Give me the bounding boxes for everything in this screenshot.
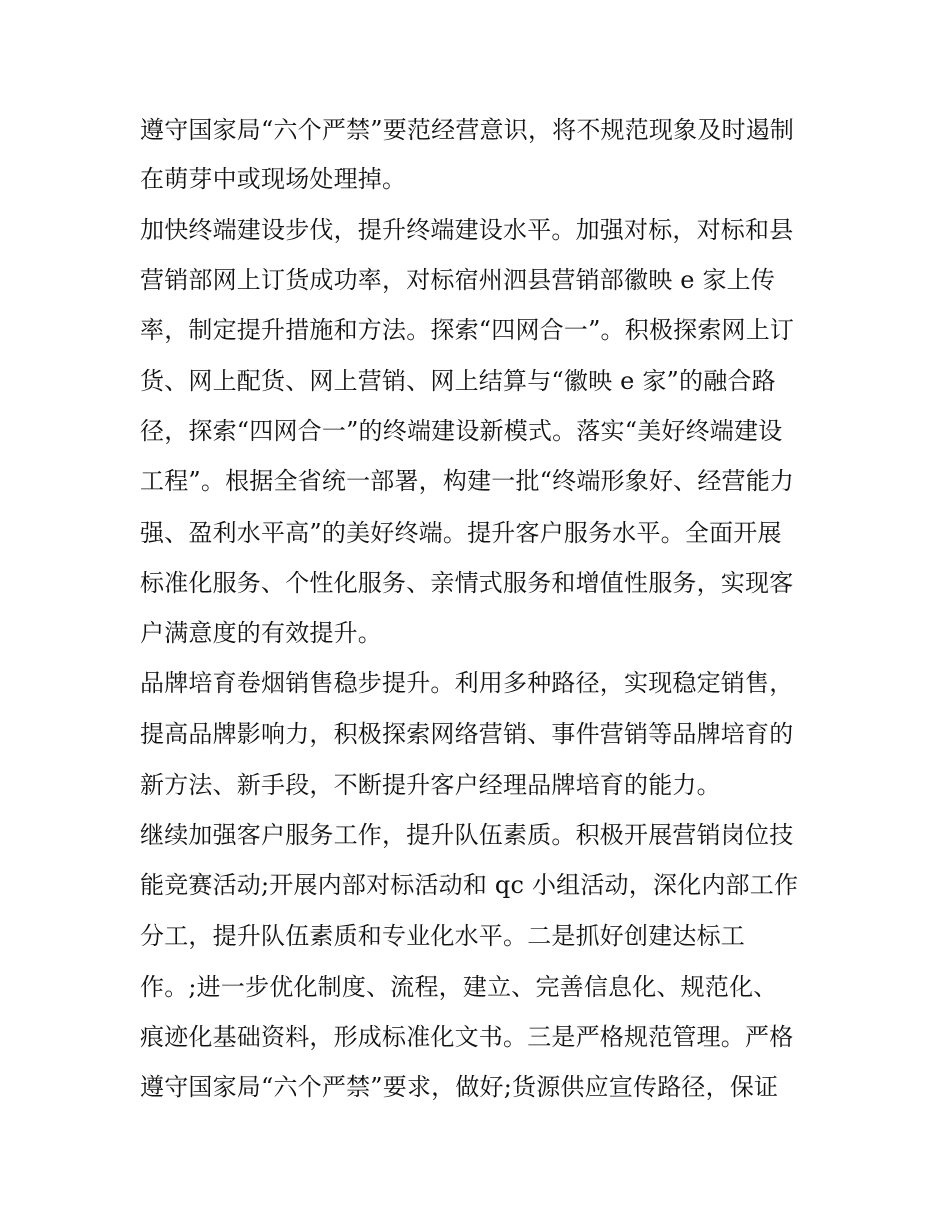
text-line: 强、盈利水平高”的美好终端。提升客户服务水平。全面开展 — [140, 519, 782, 547]
text-line: 分工，提升队伍素质和专业化水平。二是抓好创建达标工 — [140, 922, 745, 950]
text-line: 径，探索“四网合一”的终端建设新模式。落实“美好终端建设 — [140, 417, 783, 445]
text-line: 新方法、新手段，不断提升客户经理品牌培育的能力。 — [140, 771, 721, 799]
text-line: 户满意度的有效提升。 — [140, 619, 382, 647]
text-line: 提高品牌影响力，积极探索网络营销、事件营销等品牌培育的 — [140, 720, 794, 748]
text-line: 营销部网上订货成功率，对标宿州泗县营销部徽映 e 家上传 — [140, 266, 776, 294]
text-line: 在萌芽中或现场处理掉。 — [140, 165, 407, 193]
text-line: 能竞赛活动;开展内部对标活动和 qc 小组活动，深化内部工作 — [140, 871, 799, 899]
text-line: 遵守国家局“六个严禁”要求，做好;货源供应宣传路径，保证 — [140, 1073, 779, 1101]
text-line: 遵守国家局“六个严禁”要范经营意识，将不规范现象及时遏制 — [140, 116, 795, 144]
text-line: 标准化服务、个性化服务、亲情式服务和增值性服务，实现客 — [140, 569, 794, 597]
text-line: 痕迹化基础资料，形成标准化文书。三是严格规范管理。严格 — [140, 1023, 794, 1051]
text-line: 货、网上配货、网上营销、网上结算与“徽映 e 家”的融合路 — [140, 367, 776, 395]
text-line: 率，制定提升措施和方法。探索“四网合一”。积极探索网上订 — [140, 316, 795, 344]
text-line: 作。;进一步优化制度、流程，建立、完善信息化、规范化、 — [140, 973, 778, 1001]
text-line: 继续加强客户服务工作，提升队伍素质。积极开展营销岗位技 — [140, 821, 794, 849]
text-line: 加快终端建设步伐，提升终端建设水平。加强对标，对标和县 — [140, 216, 794, 244]
text-line: 品牌培育卷烟销售稳步提升。利用多种路径，实现稳定销售， — [140, 669, 794, 697]
text-line: 工程”。根据全省统一部署，构建一批“终端形象好、经营能力 — [140, 467, 795, 495]
